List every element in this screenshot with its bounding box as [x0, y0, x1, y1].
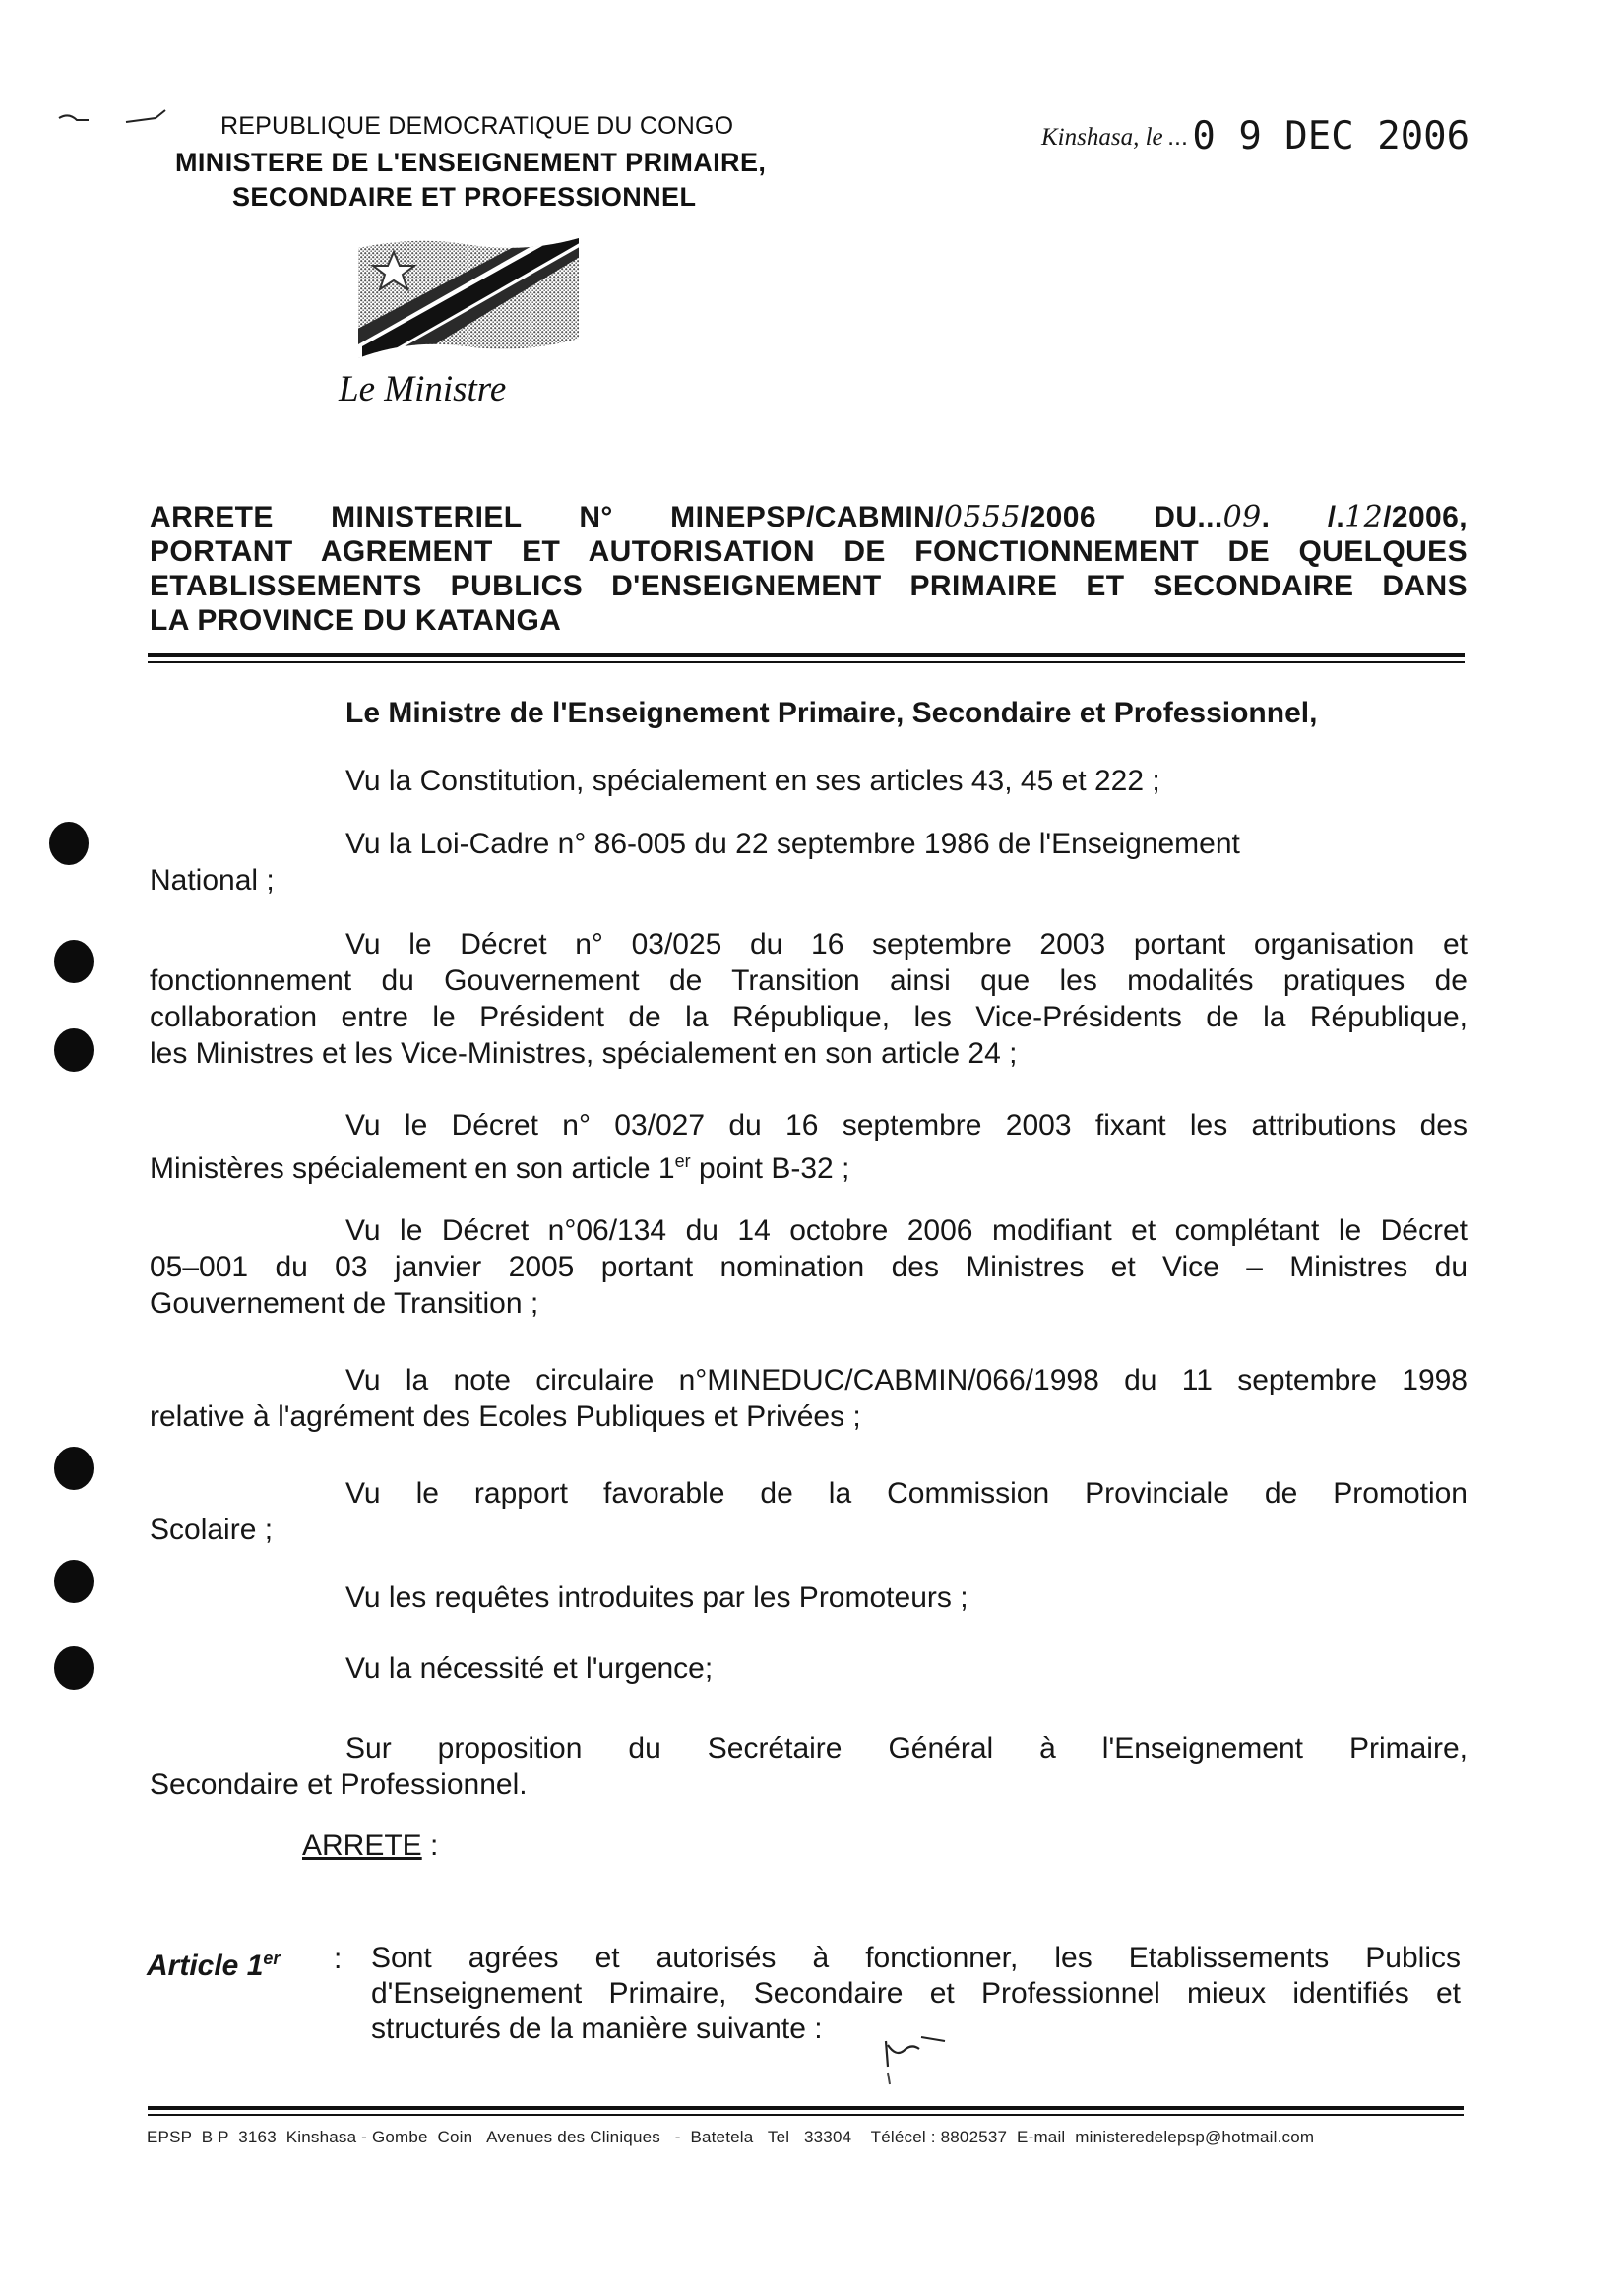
decree-day-handwritten: 09 — [1222, 500, 1262, 534]
decree-title-line2: PORTANT AGREMENT ET AUTORISATION DE FONCTIONNEMENT DE QUELQUES — [150, 535, 1468, 568]
date-dots: ... — [1167, 123, 1188, 151]
punch-hole — [54, 1646, 94, 1690]
paragraph-line: Vu la note circulaire n°MINEDUC/CABMIN/066/1998 du 11 septembre 1998 — [345, 1364, 1468, 1396]
ministry-name-line2: SECONDAIRE ET PROFESSIONNEL — [232, 182, 697, 212]
punch-hole — [54, 940, 94, 983]
superscript: er — [674, 1151, 691, 1171]
paragraph-note-circulaire — [150, 1362, 1468, 1435]
paragraph-line: Vu le Décret n° 03/027 du 16 septembre 2003 fixant les attributions des — [345, 1109, 1468, 1142]
decree-month-handwritten: 12 — [1344, 500, 1384, 534]
punch-hole — [54, 1447, 94, 1490]
paragraph-line: structurés de la manière suivante : — [371, 2013, 823, 2045]
paragraph-line: Vu le Décret n°06/134 du 14 octobre 2006 modifiant et complétant le Décret — [345, 1214, 1468, 1247]
paragraph-loi-cadre — [150, 826, 1468, 899]
paragraph-text: Ministères spécialement en son article 1 — [150, 1152, 675, 1185]
decree-title — [150, 500, 1468, 638]
paragraph-line: Gouvernement de Transition ; — [150, 1287, 539, 1320]
paragraph-line: les Ministres et les Vice-Ministres, spécialement en son article 24 ; — [150, 1037, 1018, 1070]
paragraph-line: Vu la Loi-Cadre n° 86-005 du 22 septembre 1986 de l'Enseignement — [345, 828, 1240, 860]
ministry-name-line1: MINISTERE DE L'ENSEIGNEMENT PRIMAIRE, — [175, 148, 767, 177]
article-label — [147, 1941, 280, 1984]
paragraph-line: Sont agrées et autorisés à fonctionner, les Etablissements Publics — [371, 1942, 1461, 1974]
punch-hole — [54, 1560, 94, 1603]
handwritten-initials — [874, 2027, 982, 2096]
decree-title-part: . /. — [1261, 501, 1345, 533]
decree-title-part: /2006 DU... — [1020, 501, 1223, 533]
arrete-colon: : — [421, 1829, 439, 1862]
arrete-word: ARRETE — [302, 1829, 422, 1862]
footer-divider-thick — [148, 2106, 1464, 2110]
decree-title-line3: ETABLISSEMENTS PUBLICS D'ENSEIGNEMENT PRIMAIRE ET SECONDAIRE DANS — [150, 570, 1468, 602]
arrete-heading — [302, 1828, 438, 1864]
title-divider-thick — [148, 653, 1465, 657]
footer-contact: EPSP B P 3163 Kinshasa - Gombe Coin Avenues des Cliniques - Batetela Tel 33304 Télécel : 8802537 E-mail ministeredelepsp@hotmail.com — [147, 2128, 1315, 2146]
decree-number-handwritten: 0555 — [943, 500, 1021, 534]
paragraph-requetes: Vu les requêtes introduites par les Promoteurs ; — [345, 1581, 968, 1614]
punch-hole — [49, 822, 89, 865]
paragraph-line: Scolaire ; — [150, 1514, 274, 1546]
paragraph-line: collaboration entre le Président de la République, les Vice-Présidents de la République, — [150, 1001, 1468, 1033]
paragraph-line: 05–001 du 03 janvier 2005 portant nomination des Ministres et Vice – Ministres du — [150, 1251, 1468, 1283]
paragraph-line: Secondaire et Professionnel. — [150, 1768, 528, 1801]
punch-hole — [54, 1028, 94, 1072]
decree-title-line1 — [150, 500, 1468, 534]
letterhead — [0, 0, 886, 413]
paragraph-line: National ; — [150, 864, 275, 897]
paragraph-rapport — [150, 1475, 1468, 1548]
paragraph-line: relative à l'agrément des Ecoles Publiques et Privées ; — [150, 1400, 861, 1433]
decree-title-part: /2006, — [1383, 501, 1468, 533]
minister-intro: Le Ministre de l'Enseignement Primaire, Secondaire et Professionnel, — [345, 697, 1318, 729]
paragraph-decret-06-134 — [150, 1212, 1468, 1322]
paragraph-decret-03-025 — [150, 926, 1468, 1072]
paragraph-line: Vu le rapport favorable de la Commission Provinciale de Promotion — [345, 1477, 1468, 1510]
paragraph-proposition — [150, 1730, 1468, 1803]
article-colon: : — [334, 1943, 343, 1975]
country-name: REPUBLIQUE DEMOCRATIQUE DU CONGO — [220, 112, 734, 140]
article-label-text: Article 1 — [147, 1950, 264, 1982]
paragraph-text: point B-32 ; — [690, 1152, 850, 1185]
footer-divider-thin — [148, 2114, 1464, 2116]
pen-marks — [55, 98, 173, 138]
decree-title-line4: LA PROVINCE DU KATANGA — [150, 604, 562, 637]
decree-title-part: ARRETE MINISTERIEL N° MINEPSP/CABMIN/ — [150, 501, 944, 533]
paragraph-urgence: Vu la nécessité et l'urgence; — [345, 1652, 714, 1685]
superscript: er — [263, 1949, 281, 1968]
paragraph-constitution: Vu la Constitution, spécialement en ses articles 43, 45 et 222 ; — [345, 765, 1160, 797]
paragraph-line: fonctionnement du Gouvernement de Transition ainsi que les modalités pratiques de — [150, 964, 1468, 997]
paragraph-line: Vu le Décret n° 03/025 du 16 septembre 2003 portant organisation et — [345, 928, 1468, 961]
date-stamp: 0 9 DEC 2006 — [1192, 114, 1470, 158]
paragraph-decret-03-027 — [150, 1107, 1468, 1187]
signatory-title: Le Ministre — [339, 369, 507, 409]
paragraph-line: d'Enseignement Primaire, Secondaire et Professionnel mieux identifiés et — [371, 1977, 1461, 2010]
title-divider-thin — [148, 661, 1465, 663]
paragraph-line: Sur proposition du Secrétaire Général à l'Enseignement Primaire, — [345, 1732, 1468, 1765]
issue-date — [1041, 110, 1470, 159]
paragraph-line — [150, 1144, 1468, 1187]
flag-emblem — [356, 236, 583, 364]
place-label: Kinshasa, le — [1041, 124, 1163, 151]
